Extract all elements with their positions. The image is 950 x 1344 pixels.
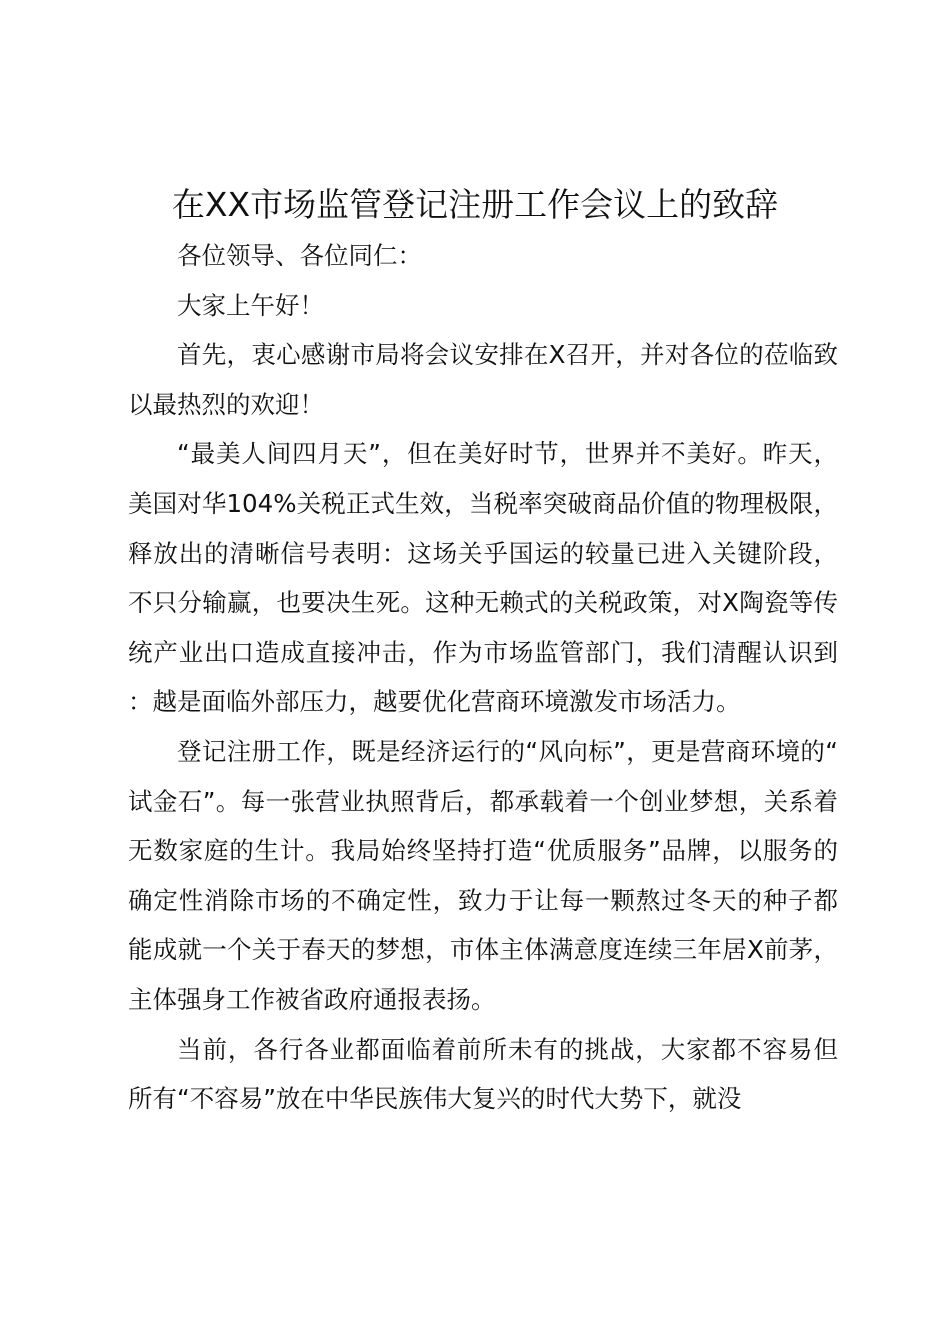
registration-work-paragraph: 登记注册工作，既是经济运行的“风向标”，更是营商环境的“试金石”。每一张营业执照背后，都承载着一个创业梦想，关系着无数家庭的生计。我局始终坚持打造“优质服务”品牌，以服务的确定性消除市场的不确定性，致力于让每一颗熬过冬天的种子都能成就一个关于春天的梦想，市体主体满意度连续三年居X前茅，主体强身工作被省政府通报表扬。 bbox=[128, 736, 838, 1014]
document-body bbox=[128, 231, 838, 1124]
greeting-paragraph: 大家上午好！ bbox=[177, 290, 324, 320]
welcome-paragraph: 首先，衷心感谢市局将会议安排在X召开，并对各位的莅临致以最热烈的欢迎！ bbox=[128, 340, 838, 419]
salutation-paragraph: 各位领导、各位同仁： bbox=[177, 241, 422, 270]
challenges-paragraph: 当前，各行各业都面临着前所未有的挑战，大家都不容易但所有“不容易”放在中华民族伟大复兴的时代大势下，就没 bbox=[128, 1034, 838, 1114]
document-title: 在XX市场监管登记注册工作会议上的致辞 bbox=[171, 185, 779, 224]
context-paragraph: “最美人间四月天”，但在美好时节，世界并不美好。昨天，美国对华104%关税正式生效，当税率突破商品价值的物理极限，释放出的清晰信号表明：这场关乎国运的较量已进入关键阶段，不只分输赢，也要决生死。这种无赖式的关税政策，对X陶瓷等传统产业出口造成直接冲击，作为市场监管部门，我们清醒认识到：越是面临外部压力，越要优化营商环境激发市场活力。 bbox=[128, 439, 838, 717]
